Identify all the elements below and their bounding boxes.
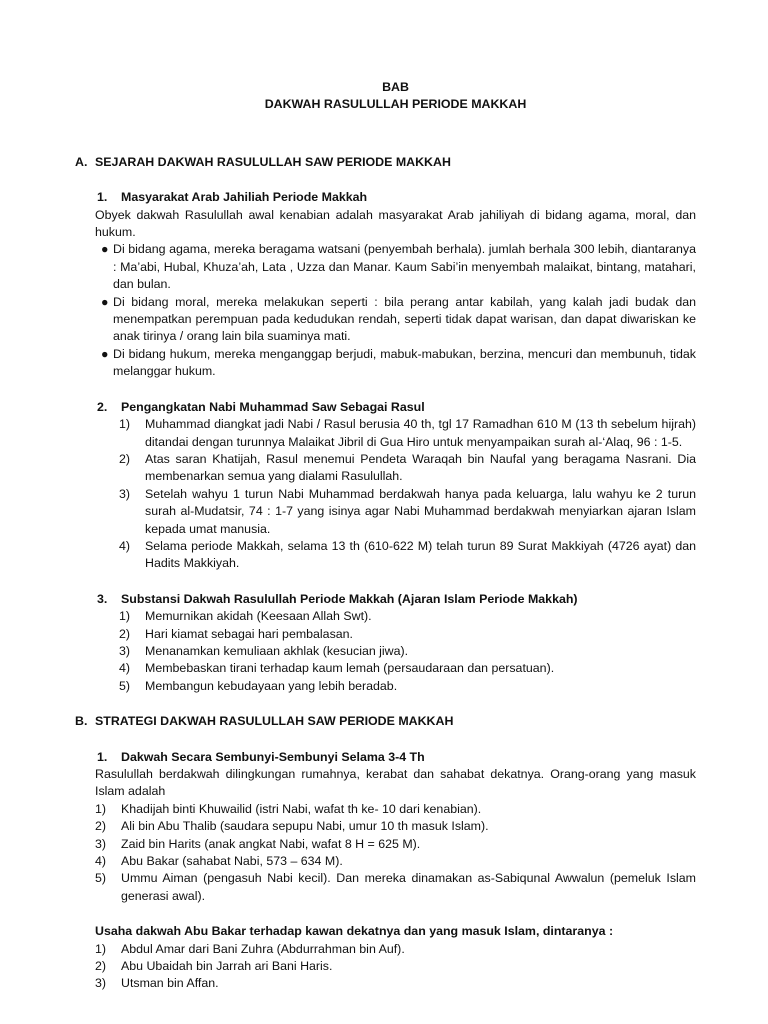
subsection-number: 1.	[97, 749, 108, 764]
paragraph-bold: Usaha dakwah Abu Bakar terhadap kawan dekatnya dan yang masuk Islam, dintaranya :	[95, 924, 614, 939]
list-item: 5) Ummu Aiman (pengasuh Nabi kecil). Dan mereka dinamakan as-Sabiqunal Awwalun (pemeluk Islam generasi awal).	[95, 871, 696, 903]
list-item: 4) Selama periode Makkah, selama 13 th (610-622 M) telah turun 89 Surat Makkiyah (4726 ayat) dan Hadits Makkiyah.	[119, 538, 696, 571]
subsection-heading	[97, 591, 696, 608]
chapter-label: BAB	[382, 80, 409, 94]
list-item: 1) Abdul Amar dari Bani Zuhra (Abdurrahman bin Auf).	[95, 941, 405, 956]
list-item: 1) Memurnikan akidah (Keesaan Allah Swt).	[119, 609, 372, 624]
subsection-number: 2.	[97, 399, 108, 414]
subsection-label: Masyarakat Arab Jahiliah Periode Makkah	[121, 190, 368, 205]
subsection-heading	[97, 749, 696, 766]
chapter-title: DAKWAH RASULULLAH PERIODE MAKKAH	[264, 97, 527, 112]
section-b-heading	[75, 713, 696, 730]
bullet-item: ● Di bidang moral, mereka melakukan seperti : bila perang antar kabilah, yang kalah jadi budak dan menempatkan perempuan pada kedudukan rendah, seperti tidak dapat warisan, dan dapat diwariskan ke anak tirinya / orang lain bila suaminya mati.	[95, 294, 696, 346]
subsection-number: 1.	[97, 190, 108, 205]
subsection-label: Substansi Dakwah Rasulullah Periode Makkah (Ajaran Islam Periode Makkah)	[121, 591, 578, 606]
list-item: 2) Hari kiamat sebagai hari pembalasan.	[119, 626, 353, 641]
bullet-icon: ●	[101, 242, 109, 257]
paragraph: Obyek dakwah Rasulullah awal kenabian adalah masyarakat Arab jahiliyah di bidang agama, moral, dan hukum.	[95, 207, 696, 240]
list-item: 5) Membangun kebudayaan yang lebih beradab.	[119, 678, 398, 693]
list-item: 3) Utsman bin Affan.	[95, 976, 219, 991]
section-label: SEJARAH DAKWAH RASULULLAH SAW PERIODE MAKKAH	[95, 154, 451, 169]
list-item: 2) Atas saran Khatijah, Rasul menemui Pendeta Waraqah bin Naufal yang beragama Nasrani. Dia membenarkan semua yang dialami Rasulullah.	[119, 451, 696, 484]
list-item: 3) Zaid bin Harits (anak angkat Nabi, wafat 8 H = 625 M).	[95, 836, 421, 851]
paragraph: Rasulullah berdakwah dilingkungan rumahnya, kerabat dan sahabat dekatnya. Orang-orang yang masuk Islam adalah	[95, 767, 696, 799]
bullet-icon: ●	[101, 294, 109, 309]
bullet-item: ● Di bidang hukum, mereka menganggap berjudi, mabuk-mabukan, berzina, mencuri dan membunuh, tidak melanggar hukum.	[95, 346, 696, 381]
subsection-heading	[97, 189, 696, 206]
subsection-number: 3.	[97, 591, 108, 606]
list-item: 4) Membebaskan tirani terhadap kaum lemah (persaudaraan dan persatuan).	[119, 661, 555, 676]
section-letter: B.	[75, 714, 88, 729]
list-item: 2) Abu Ubaidah bin Jarrah ari Bani Haris.	[95, 959, 333, 974]
subsection-label: Pengangkatan Nabi Muhammad Saw Sebagai Rasul	[121, 399, 425, 414]
list-item: 4) Abu Bakar (sahabat Nabi, 573 – 634 M).	[95, 854, 343, 869]
list-item: 1) Muhammad diangkat jadi Nabi / Rasul berusia 40 th, tgl 17 Ramadhan 610 M (13 th sebelum hijrah) ditandai dengan turunnya Malaikat Jibril di Gua Hiro untuk menyampaikan surah al-‘Alaq, 96 : 1-5.	[119, 417, 696, 449]
list-item: 3) Menanamkan kemuliaan akhlak (kesucian jiwa).	[119, 643, 409, 658]
list-item: 1) Khadijah binti Khuwailid (istri Nabi, wafat th ke- 10 dari kenabian).	[95, 801, 482, 816]
bullet-icon: ●	[101, 346, 109, 361]
bullet-item: ● Di bidang agama, mereka beragama watsani (penyembah berhala). jumlah berhala 300 lebih, diantaranya : Ma’abi, Hubal, Khuza’ah, Lata , Uzza dan Manar. Kaum Sabi’in menyembah malaikat, bintang, matahari, dan bulan.	[95, 241, 696, 293]
subsection-heading	[97, 399, 696, 416]
section-a-heading	[75, 154, 696, 171]
subsection-label: Dakwah Secara Sembunyi-Sembunyi Selama 3-4 Th	[121, 749, 425, 764]
list-item: 3) Setelah wahyu 1 turun Nabi Muhammad berdakwah hanya pada keluarga, lalu wahyu ke 2 turun surah al-Mudatsir, 74 : 1-7 yang isinya agar Nabi Muhammad berdakwah menyiarkan ajaran Islam kepada umat manusia.	[119, 486, 696, 536]
section-letter: A.	[75, 154, 88, 169]
section-label: STRATEGI DAKWAH RASULULLAH SAW PERIODE MAKKAH	[95, 714, 454, 729]
list-item: 2) Ali bin Abu Thalib (saudara sepupu Nabi, umur 10 th masuk Islam).	[95, 819, 489, 834]
